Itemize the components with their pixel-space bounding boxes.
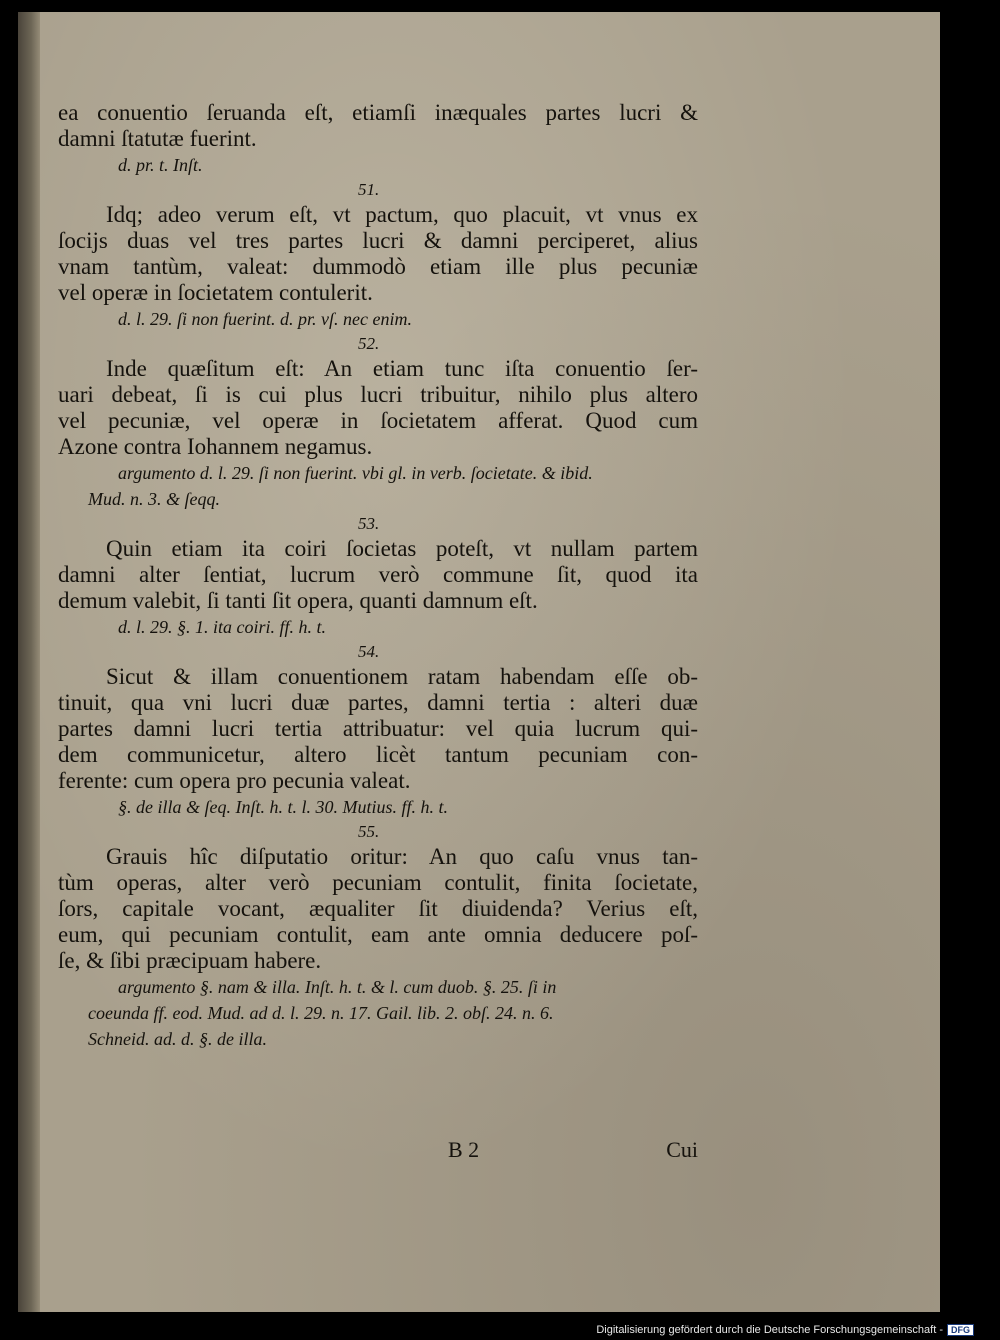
scanned-page [18,12,940,1312]
book-spine-shadow [18,12,40,1312]
citation: §. de illa & ſeq. Inſt. h. t. l. 30. Mutius. ff. h. t. [118,797,448,817]
page-footer [448,1137,698,1163]
text-line: dem communicetur, altero licèt tantum pecuniam con- [58,742,698,767]
section-number: 51. [358,180,380,199]
citation: argumento §. nam & illa. Inſt. h. t. & l. cum duob. §. 25. ſi in [118,977,557,997]
text-line: ſors, capitale vocant, æqualiter ſit diuidenda? Verius eſt, [58,896,698,921]
catchword: Cui [666,1137,698,1162]
signature-mark: B 2 [448,1137,480,1162]
text-line: ferente: cum opera pro pecunia valeat. [58,768,411,793]
text-line: Grauis hîc diſputatio oritur: An quo caſu vnus tan- [106,844,698,869]
text-line: ſocijs duas vel tres partes lucri & damni perciperet, alius [58,228,698,253]
text-line: Quin etiam ita coiri ſocietas poteſt, vt nullam partem [106,536,698,561]
text-line: eum, qui pecuniam contulit, eam ante omnia deducere poſ- [58,922,698,947]
text-line: Sicut & illam conuentionem ratam habendam eſſe ob- [106,664,698,689]
citation: Mud. n. 3. & ſeqq. [88,489,220,509]
text-line: vnam tantùm, valeat: dummodò etiam ille plus pecuniæ [58,254,698,279]
text-line: damni alter ſentiat, lucrum verò commune ſit, quod ita [58,562,698,587]
text-line: Inde quæſitum eſt: An etiam tunc iſta conuentio ſer- [106,356,698,381]
citation: Schneid. ad. d. §. de illa. [88,1029,267,1049]
text-line: uari debeat, ſi is cui plus lucri tribuitur, nihilo plus altero [58,382,698,407]
citation: d. l. 29. ſi non fuerint. d. pr. vſ. nec enim. [118,309,412,329]
citation: coeunda ff. eod. Mud. ad d. l. 29. n. 17. Gail. lib. 2. obſ. 24. n. 6. [88,1003,554,1023]
text-line: damni ſtatutæ fuerint. [58,126,257,151]
citation: d. l. 29. §. 1. ita coiri. ff. h. t. [118,617,327,637]
section-number: 52. [358,334,380,353]
text-line: Azone contra Iohannem negamus. [58,434,373,459]
section-number: 54. [358,642,380,661]
text-line: Idq; adeo verum eſt, vt pactum, quo placuit, vt vnus ex [106,202,698,227]
citation: d. pr. t. Inſt. [118,155,203,175]
text-line: ea conuentio ſeruanda eſt, etiamſi inæquales partes lucri & [58,100,698,125]
text-line: vel operæ in ſocietatem contulerit. [58,280,373,305]
credit-text: Digitalisierung gefördert durch die Deutsche Forschungsgemeinschaft - [596,1324,943,1336]
digitization-credit [596,1324,974,1336]
text-line: partes damni lucri tertia attribuatur: vel quia lucrum qui- [58,716,698,741]
citation: argumento d. l. 29. ſi non fuerint. vbi gl. in verb. ſocietate. & ibid. [118,463,593,483]
section-number: 55. [358,822,380,841]
text-line: demum valebit, ſi tanti ſit opera, quanti damnum eſt. [58,588,538,613]
dfg-logo-icon: DFG [947,1324,974,1336]
text-line: tinuit, qua vni lucri duæ partes, damni tertia : alteri duæ [58,690,698,715]
text-line: ſe, & ſibi præcipuam habere. [58,948,322,973]
section-number: 53. [358,514,380,533]
page-text [58,100,698,1052]
text-line: vel pecuniæ, vel operæ in ſocietatem afferat. Quod cum [58,408,698,433]
text-line: tùm operas, alter verò pecuniam contulit, finita ſocietate, [58,870,698,895]
